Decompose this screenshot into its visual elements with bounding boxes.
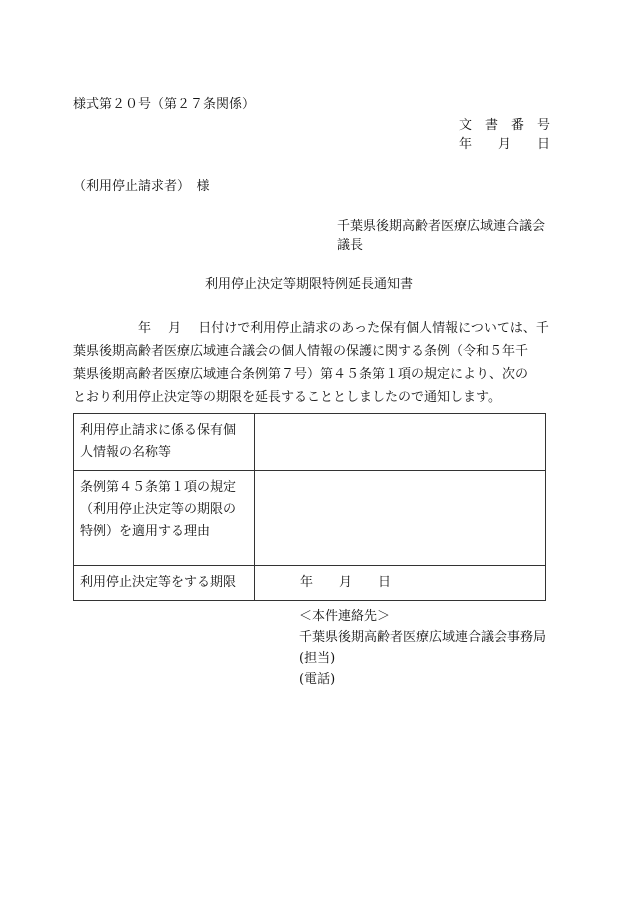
label-line: 人情報の名称等	[80, 445, 172, 460]
addressee: （利用停止請求者） 様	[73, 179, 210, 194]
table-label-reason	[74, 471, 255, 566]
document-number: 文 書 番 号	[458, 118, 550, 133]
contact-heading: ＜本件連絡先＞	[299, 609, 391, 624]
issue-date: 年 月 日	[458, 137, 550, 152]
body-line: 葉県後期高齢者医療広域連合条例第７号）第４５条第１項の規定により、次の	[73, 367, 529, 382]
table-label-deadline: 利用停止決定等をする期限	[74, 566, 255, 601]
label-line: 特例）を適用する理由	[80, 524, 211, 539]
contact-office: 千葉県後期高齢者医療広域連合議会事務局	[299, 630, 547, 645]
body-line: 葉県後期高齢者医療広域連合議会の個人情報の保護に関する条例（令和５年千	[73, 344, 529, 359]
contact-phone: (電話)	[299, 672, 336, 687]
contact-person: (担当)	[299, 651, 336, 666]
form-number: 様式第２０号（第２７条関係）	[73, 97, 256, 112]
table-value-reason	[255, 471, 546, 566]
table-value-deadline: 年 月 日	[255, 566, 546, 601]
sender-organization: 千葉県後期高齢者医療広域連合議会	[337, 219, 546, 234]
table-label-personal-info	[74, 414, 255, 471]
body-line: 年 月 日付けで利用停止請求のあった保有個人情報については、千	[73, 321, 549, 336]
label-line: 利用停止請求に係る保有個	[80, 423, 237, 438]
document-title: 利用停止決定等期限特例延長通知書	[205, 277, 414, 292]
table-row	[74, 471, 546, 566]
sender-title: 議長	[337, 238, 364, 253]
table-row	[74, 566, 546, 601]
table-row	[74, 414, 546, 471]
table-value-personal-info	[255, 414, 546, 471]
body-paragraph	[73, 317, 553, 409]
body-line: とおり利用停止決定等の期限を延長することとしましたので通知します。	[73, 390, 501, 405]
label-line: 条例第４５条第１項の規定	[80, 480, 237, 495]
extension-details-table	[73, 413, 546, 601]
label-line: （利用停止決定等の期限の	[80, 502, 237, 517]
